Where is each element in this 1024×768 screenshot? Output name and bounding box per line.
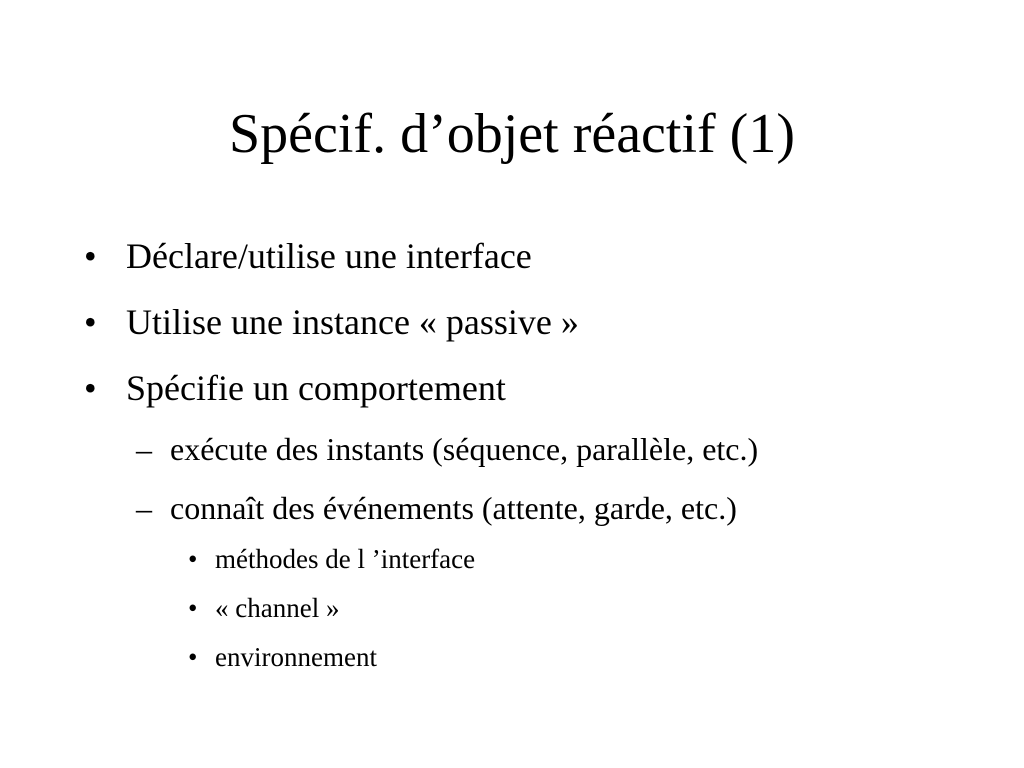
- bullet-marker: •: [84, 302, 97, 342]
- sub-sub-bullet-text: « channel »: [215, 593, 340, 623]
- sub-sub-bullet-marker: •: [188, 544, 198, 574]
- bullet-text: Utilise une instance « passive »: [126, 302, 579, 342]
- sub-sub-bullet-marker: •: [188, 593, 198, 623]
- sub-bullet-marker: –: [136, 490, 152, 526]
- sub-sub-bullet-text: méthodes de l ’interface: [215, 544, 476, 574]
- bullet-text: Déclare/utilise une interface: [126, 236, 532, 276]
- bullet-marker: •: [84, 236, 97, 276]
- sub-bullet-marker: –: [136, 431, 152, 467]
- sub-sub-bullet-marker: •: [188, 642, 198, 672]
- slide-title: Spécif. d’objet réactif (1): [229, 103, 795, 165]
- bullet-marker: •: [84, 368, 97, 408]
- bullet-text: Spécifie un comportement: [126, 368, 506, 408]
- sub-bullet-text: exécute des instants (séquence, parallèle, etc.): [170, 431, 759, 467]
- sub-bullet-text: connaît des événements (attente, garde, etc.): [170, 490, 737, 526]
- sub-sub-bullet-text: environnement: [215, 642, 377, 672]
